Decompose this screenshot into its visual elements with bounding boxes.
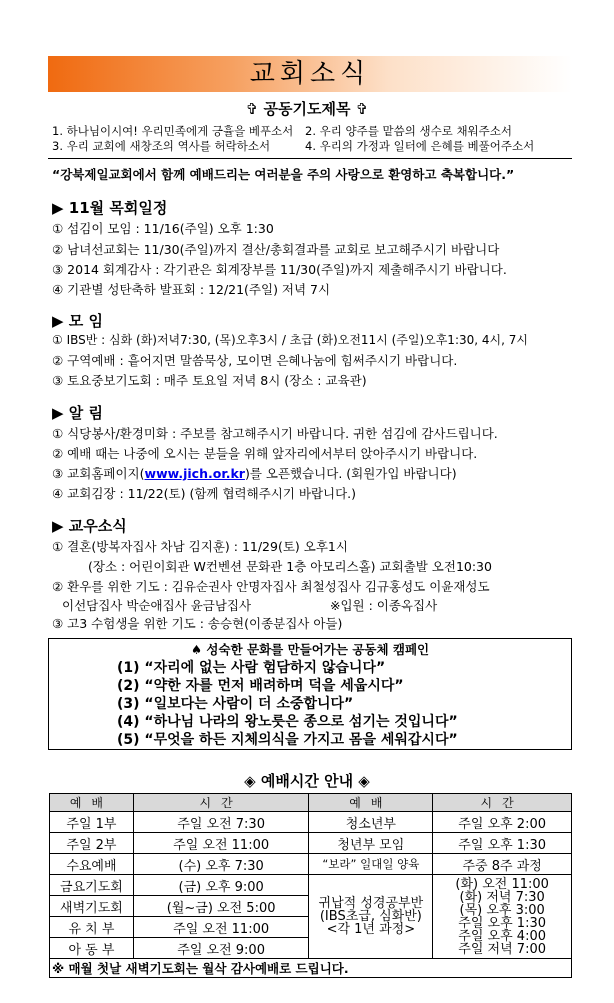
ibs-time: (화) 저녁 7:30 [459,889,545,905]
members-wedding-place: (장소 : 어린이회관 W컨벤션 문화관 1층 아모리스홀) 교회출발 오전10:30 [88,559,492,574]
campaign-item: (5) “무엇을 하든 지체의식을 가지고 몸을 세워갑시다” [117,732,458,748]
service-name: 청년부 모임 [309,833,433,854]
members-exam: ③ 고3 수험생을 위한 기도 : 송승현(이종분집사 아들) [52,616,343,631]
service-time: 주일 오전 9:00 [133,938,309,959]
schedule-item: ③ 2014 회계감사 : 각기관은 회계장부를 11/30(주일)까지 제출해주시기 바랍니다. [52,262,507,277]
notices-heading: ▶ 알 림 [52,404,103,422]
service-time: 주중 8주 과정 [433,854,572,875]
table-row [50,875,572,896]
homepage-prefix: ③ 교회홈페이지( [52,466,145,481]
members-hospital: ※입원 : 이종옥집사 [330,598,438,613]
table-row [50,959,572,978]
members-heading: ▶ 교우소식 [52,517,127,535]
service-name: 수요예배 [50,854,134,875]
meetings-item: ① IBS반 : 심화 (화)저녁7:30, (목)오후3시 / 초급 (화)오전11시 (주일)오후1:30, 4시, 7시 [52,333,528,347]
ibs-time: 주일 오후 4:00 [458,928,546,944]
campaign-box [48,638,572,750]
services-note: ※ 매월 첫날 새벽기도회는 월삭 감사예배로 드립니다. [50,959,572,978]
notices-item: ① 식당봉사/환경미화 : 주보를 참고해주시기 바랍니다. 귀한 섬김에 감사드립니다. [52,426,498,441]
schedule-item: ② 남녀선교회는 11/30(주일)까지 결산/총회결과를 교회로 보고해주시기 바랍니다 [52,242,500,257]
meetings-heading: ▶ 모 임 [52,312,103,330]
service-name: 주일 1부 [50,812,134,833]
campaign-item: (1) “자리에 없는 사람 험담하지 않습니다” [117,660,386,676]
service-name: 금요기도회 [50,875,134,896]
ibs-duration: <각 1년 과정> [326,922,416,937]
service-time: 주일 오후 2:00 [433,812,572,833]
prayer-item: 1. 하나님이시여! 우리민족에게 긍휼을 베푸소서 [52,124,294,138]
notices-item: ② 예배 때는 나중에 오시는 분들을 위해 앞자리에서부터 앉아주시기 바랍니다. [52,446,478,461]
schedule-item: ① 섬김이 모임 : 11/16(주일) 오후 1:30 [52,221,274,236]
table-row [50,854,572,875]
service-name: 새벽기도회 [50,896,134,917]
prayer-item: 3. 우리 교회에 새창조의 역사를 허락하소서 [52,139,271,153]
welcome-message: “강북제일교회에서 함께 예배드리는 여러분을 주의 사랑으로 환영하고 축복합니다.” [52,167,515,182]
service-time: (금) 오후 9:00 [133,875,309,896]
header-cell: 시간 [133,794,309,812]
schedule-heading: ▶ 11월 목회일정 [52,199,168,217]
ibs-time: 주일 저녁 7:00 [458,941,546,957]
ibs-subtitle: (IBS초급, 심화반) [319,909,422,924]
header-cell: 예배 [50,794,134,812]
services-heading: ◈ 예배시간 안내 ◈ [244,772,370,790]
service-name: 유 치 부 [50,917,134,938]
service-time: (월~금) 오전 5:00 [133,896,309,917]
members-sick: ② 환우를 위한 기도 : 김유순권사 안명자집사 최철성집사 김규홍성도 이윤재성도 [52,579,490,594]
service-name: 청소년부 [309,812,433,833]
ibs-time: 주일 오후 1:30 [458,915,546,931]
header-cell: 시간 [433,794,572,812]
service-time: 주일 오전 7:30 [133,812,309,833]
campaign-item: (3) “일보다는 사람이 더 소중합니다” [117,696,354,712]
notices-item-homepage [52,464,457,482]
homepage-link[interactable]: www.jich.or.kr [144,466,245,481]
service-time: (수) 오후 7:30 [133,854,309,875]
ibs-times-cell [433,875,572,959]
service-name: 주일 2부 [50,833,134,854]
campaign-item: (2) “약한 자를 먼저 배려하며 덕을 세웁시다” [117,678,404,694]
header-cell: 예배 [309,794,433,812]
service-name: 아 동 부 [50,938,134,959]
meetings-item: ② 구역예배 : 흩어지면 말씀묵상, 모이면 은혜나눔에 힘써주시기 바랍니다. [52,353,458,368]
ibs-name-cell [309,875,433,959]
service-time: 주일 오전 11:00 [133,917,309,938]
schedule-item: ④ 기관별 성탄축하 발표회 : 12/21(주일) 저녁 7시 [52,282,331,297]
service-times-table [49,793,572,978]
campaign-item: (4) “하나님 나라의 왕노릇은 종으로 섬기는 것입니다” [117,714,458,730]
table-row [50,833,572,854]
table-row [50,812,572,833]
members-wedding: ① 결혼(방복자집사 차남 김지훈) : 11/29(토) 오후1시 [52,539,348,554]
ibs-name: 귀납적 성경공부반 [318,896,424,911]
prayer-item: 2. 우리 양주를 맡씀의 생수로 채워주소서 [305,124,512,138]
divider [48,158,572,159]
prayer-item: 4. 우리의 가정과 일터에 은혜를 베풀어주소서 [305,139,535,153]
table-header-row [50,794,572,812]
campaign-heading: ♠ 성숙한 문화를 만들어가는 공동체 캠페인 [190,642,430,657]
prayer-heading: ✞ 공동기도제목 ✞ [245,100,369,118]
ibs-time: (목) 오후 3:00 [459,902,545,918]
service-time: 주일 오전 11:00 [133,833,309,854]
service-name: “보라” 일대일 양육 [309,854,433,875]
ibs-time: (화) 오전 11:00 [455,876,549,892]
members-sick: 이선담집사 박순애집사 윤금남집사 [62,598,252,613]
page-title: 교회소식 [48,56,572,92]
notices-item: ④ 교회김장 : 11/22(토) (함께 협력해주시기 바랍니다.) [52,486,357,501]
service-time: 주일 오후 1:30 [433,833,572,854]
meetings-item: ③ 토요중보기도회 : 매주 토요일 저녁 8시 (장소 : 교육관) [52,373,367,388]
homepage-suffix: )를 오픈했습니다. (회원가입 바랍니다) [244,466,457,481]
